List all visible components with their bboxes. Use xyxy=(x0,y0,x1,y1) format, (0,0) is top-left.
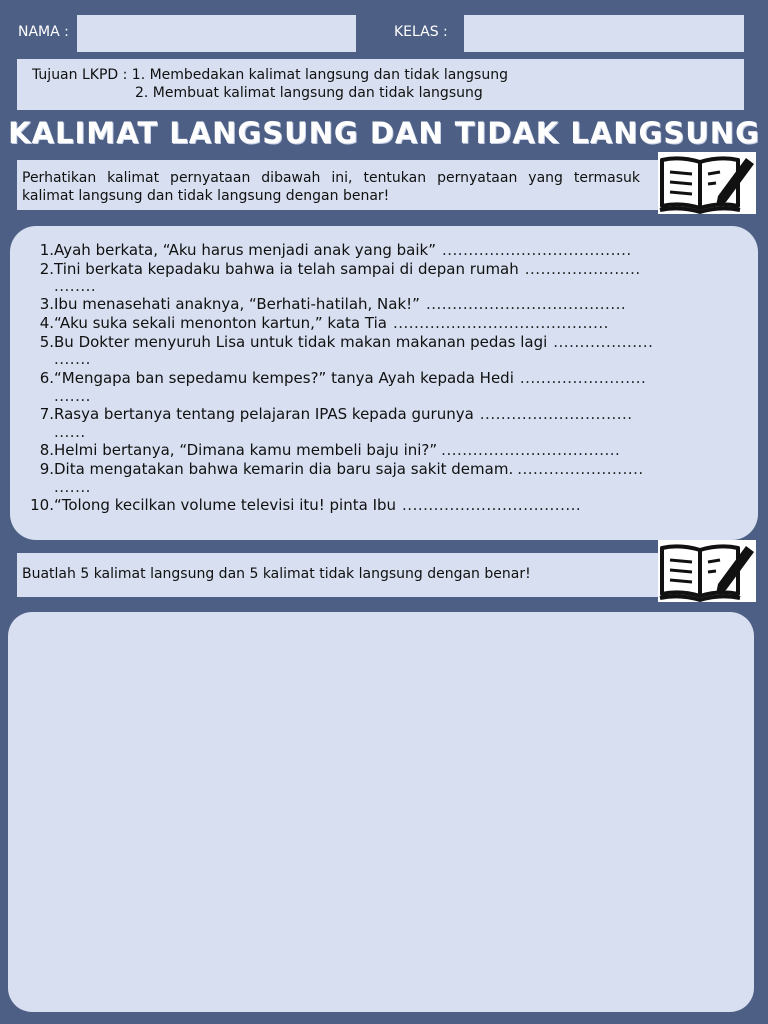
instruction-box-2 xyxy=(17,553,744,597)
instruction-text-2: Buatlah 5 kalimat langsung dan 5 kalimat tidak langsung dengan benar! xyxy=(22,566,531,582)
item-text: Rasya bertanya tentang pelajaran IPAS kepada gurunya xyxy=(54,405,474,423)
item-number: 10. xyxy=(30,496,54,514)
item-number xyxy=(28,350,54,368)
item-answer-dots[interactable]: ................... xyxy=(553,333,654,351)
answer-area[interactable] xyxy=(8,612,754,1012)
open-book-pencil-icon xyxy=(658,540,756,602)
list-item xyxy=(28,295,626,313)
item-text: “Aku suka sekali menonton kartun,” kata Tia xyxy=(54,314,387,332)
list-item xyxy=(28,496,581,514)
item-text: Ibu menasehati anaknya, “Berhati-hatilah, Nak!” xyxy=(54,295,420,313)
item-answer-dots[interactable]: ....... xyxy=(54,350,91,368)
item-number: 8. xyxy=(39,441,54,459)
open-book-pencil-icon xyxy=(658,152,756,214)
item-answer-dots[interactable]: .................................... xyxy=(442,241,632,259)
item-number xyxy=(28,423,54,441)
item-answer-dots[interactable]: ............................. xyxy=(479,405,633,423)
item-text: Ayah berkata, “Aku harus menjadi anak yang baik” xyxy=(54,241,436,259)
item-number xyxy=(28,277,54,295)
item-number: 1. xyxy=(39,241,54,259)
item-number: 2. xyxy=(39,260,54,278)
list-item xyxy=(28,314,609,332)
item-number: 9. xyxy=(39,460,54,478)
tujuan-line-1: Tujuan LKPD : 1. Membedakan kalimat langsung dan tidak langsung xyxy=(32,67,508,83)
item-answer-dots[interactable]: ...................................... xyxy=(425,295,627,313)
tujuan-line-2: 2. Membuat kalimat langsung dan tidak langsung xyxy=(135,85,483,101)
item-answer-dots[interactable]: ....... xyxy=(54,478,91,496)
item-text: Helmi bertanya, “Dimana kamu membeli baju ini?” xyxy=(54,441,438,459)
item-number xyxy=(28,478,54,496)
list-item xyxy=(28,387,91,405)
list-item xyxy=(28,350,91,368)
item-text: Tini berkata kepadaku bahwa ia telah sampai di depan rumah xyxy=(54,260,519,278)
item-answer-dots[interactable]: ......................................... xyxy=(392,314,609,332)
item-text: “Tolong kecilkan volume televisi itu! pinta Ibu xyxy=(54,496,397,514)
item-answer-dots[interactable]: ........................ xyxy=(519,369,647,387)
item-number xyxy=(28,387,54,405)
list-item xyxy=(28,277,96,295)
kelas-label: KELAS : xyxy=(394,24,448,40)
list-item xyxy=(28,460,644,478)
item-text: Dita mengatakan bahwa kemarin dia baru saja sakit demam. xyxy=(54,460,514,478)
item-text: Bu Dokter menyuruh Lisa untuk tidak makan makanan pedas lagi xyxy=(54,333,548,351)
instruction-text-1: Perhatikan kalimat pernyataan dibawah ini, tentukan pernyataan yang termasuk kalimat langsung dan tidak langsung dengan benar! xyxy=(22,170,640,204)
item-answer-dots[interactable]: .................................. xyxy=(402,496,582,514)
list-item xyxy=(28,260,641,278)
tujuan-box xyxy=(17,59,744,110)
item-answer-dots[interactable]: ....... xyxy=(54,387,91,405)
list-item xyxy=(28,333,653,351)
page-title: KALIMAT LANGSUNG DAN TIDAK LANGSUNG xyxy=(8,116,760,150)
item-number: 6. xyxy=(39,369,54,387)
instruction-box-1 xyxy=(17,160,744,210)
list-item xyxy=(28,241,632,259)
item-number: 5. xyxy=(39,333,54,351)
item-answer-dots[interactable]: ...................... xyxy=(524,260,641,278)
list-item xyxy=(28,478,91,496)
item-number: 7. xyxy=(39,405,54,423)
list-item xyxy=(28,423,86,441)
nama-label: NAMA : xyxy=(18,24,69,40)
nama-field[interactable] xyxy=(77,15,356,52)
list-item xyxy=(28,441,620,459)
item-text: “Mengapa ban sepedamu kempes?” tanya Ayah kepada Hedi xyxy=(54,369,514,387)
item-number: 3. xyxy=(39,295,54,313)
item-answer-dots[interactable]: ........................ xyxy=(517,460,644,478)
item-answer-dots[interactable]: .................................. xyxy=(441,441,621,459)
list-item xyxy=(28,405,633,423)
item-number: 4. xyxy=(39,314,54,332)
item-answer-dots[interactable]: ...... xyxy=(54,423,86,441)
list-item xyxy=(28,369,646,387)
item-answer-dots[interactable]: ........ xyxy=(54,277,97,295)
kelas-field[interactable] xyxy=(464,15,744,52)
